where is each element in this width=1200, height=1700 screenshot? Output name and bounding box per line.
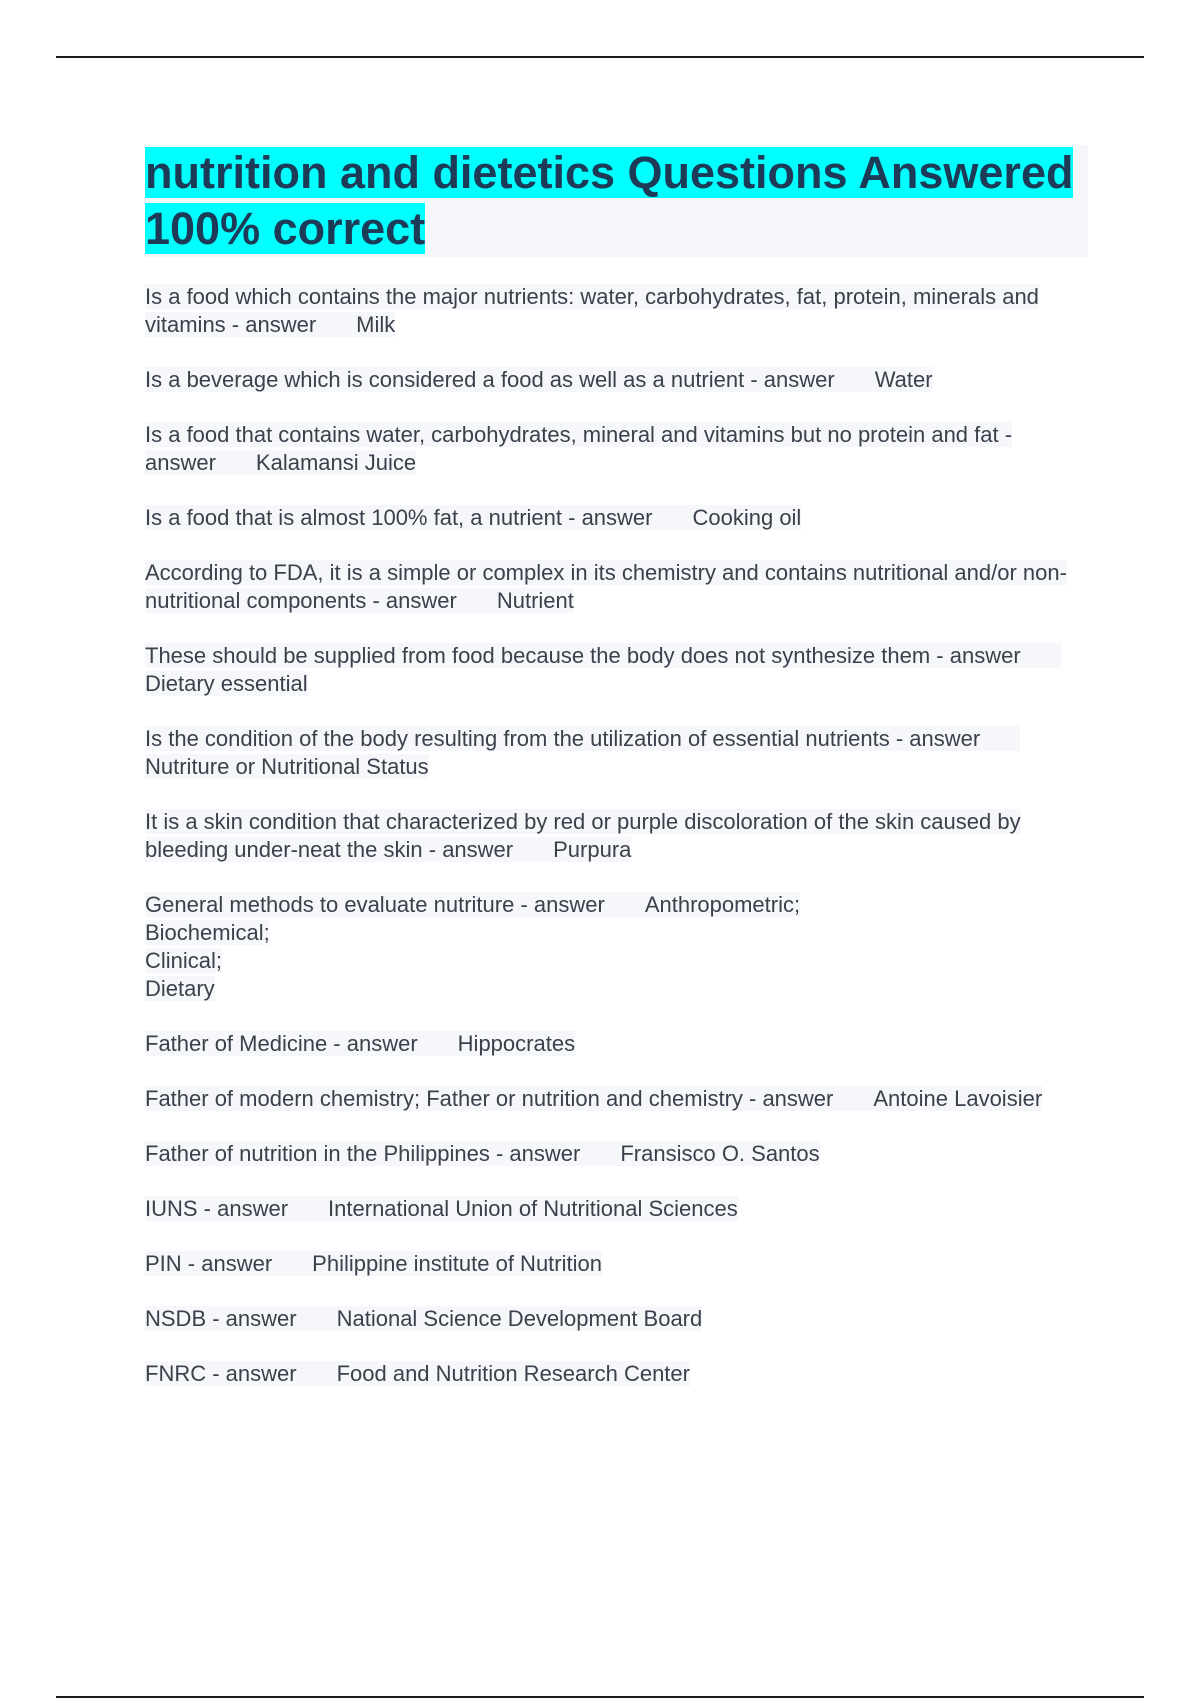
- question-text: Is a food that is almost 100% fat, a nutrient - answer: [145, 505, 653, 530]
- document-body: [145, 145, 1088, 1415]
- qa-item: [145, 1250, 1088, 1278]
- qa-item: [145, 891, 1088, 1003]
- answer-text: Nutrient: [496, 588, 574, 613]
- title-block: [145, 145, 1088, 257]
- qa-item: [145, 1305, 1088, 1333]
- question-text: These should be supplied from food because the body does not synthesize them - answer: [145, 643, 1021, 668]
- qa-item: [145, 1085, 1088, 1113]
- answer-text: Nutriture or Nutritional Status: [145, 754, 429, 779]
- question-text: FNRC - answer: [145, 1361, 297, 1386]
- question-text: General methods to evaluate nutriture - answer: [145, 892, 605, 917]
- answer-text: Antoine Lavoisier: [873, 1086, 1043, 1111]
- question-text: IUNS - answer: [145, 1196, 289, 1221]
- answer-text: Food and Nutrition Research Center: [336, 1361, 690, 1386]
- question-text: Is the condition of the body resulting from the utilization of essential nutrients - answer: [145, 726, 981, 751]
- answer-text: Purpura: [553, 837, 632, 862]
- question-text: Is a food which contains the major nutrients: water, carbohydrates, fat, protein, minerals and vitamins - answer: [145, 284, 1039, 337]
- question-text: Is a food that contains water, carbohydrates, mineral and vitamins but no protein and fat - answer: [145, 422, 1013, 475]
- header-rule: [56, 56, 1144, 58]
- page-title: nutrition and dietetics Questions Answered 100% correct: [145, 147, 1074, 254]
- answer-text: Fransisco O. Santos: [620, 1141, 820, 1166]
- qa-item: [145, 1360, 1088, 1388]
- qa-item: [145, 1195, 1088, 1223]
- question-text: Father of modern chemistry; Father or nutrition and chemistry - answer: [145, 1086, 834, 1111]
- question-text: Is a beverage which is considered a food as well as a nutrient - answer: [145, 367, 835, 392]
- qa-item: [145, 808, 1088, 864]
- answer-text: International Union of Nutritional Sciences: [328, 1196, 738, 1221]
- qa-item: [145, 421, 1088, 477]
- answer-text: Philippine institute of Nutrition: [312, 1251, 602, 1276]
- question-text: PIN - answer: [145, 1251, 273, 1276]
- answer-text: Kalamansi Juice: [255, 450, 417, 475]
- question-text: It is a skin condition that characterized by red or purple discoloration of the skin caused by bleeding under-neat the skin - answer: [145, 809, 1021, 862]
- answer-text: National Science Development Board: [336, 1306, 703, 1331]
- qa-item: [145, 725, 1088, 781]
- qa-item: [145, 366, 1088, 394]
- qa-item: [145, 559, 1088, 615]
- answer-text: Dietary essential: [145, 671, 308, 696]
- qa-item: [145, 642, 1088, 698]
- question-text: Father of Medicine - answer: [145, 1031, 418, 1056]
- footer-rule: [56, 1696, 1144, 1698]
- question-text: Father of nutrition in the Philippines - answer: [145, 1141, 581, 1166]
- question-text: According to FDA, it is a simple or complex in its chemistry and contains nutritional and/or non-nutritional components - answer: [145, 560, 1067, 613]
- answer-text: Milk: [356, 312, 396, 337]
- qa-item: [145, 1140, 1088, 1168]
- qa-item: [145, 504, 1088, 532]
- question-text: NSDB - answer: [145, 1306, 297, 1331]
- qa-list: [145, 283, 1088, 1388]
- qa-item: [145, 1030, 1088, 1058]
- answer-text: Hippocrates: [457, 1031, 576, 1056]
- qa-item: [145, 283, 1088, 339]
- answer-text: Water: [874, 367, 933, 392]
- answer-text: Cooking oil: [692, 505, 802, 530]
- answer-text: Anthropometric; Biochemical; Clinical; Dietary: [145, 892, 801, 1001]
